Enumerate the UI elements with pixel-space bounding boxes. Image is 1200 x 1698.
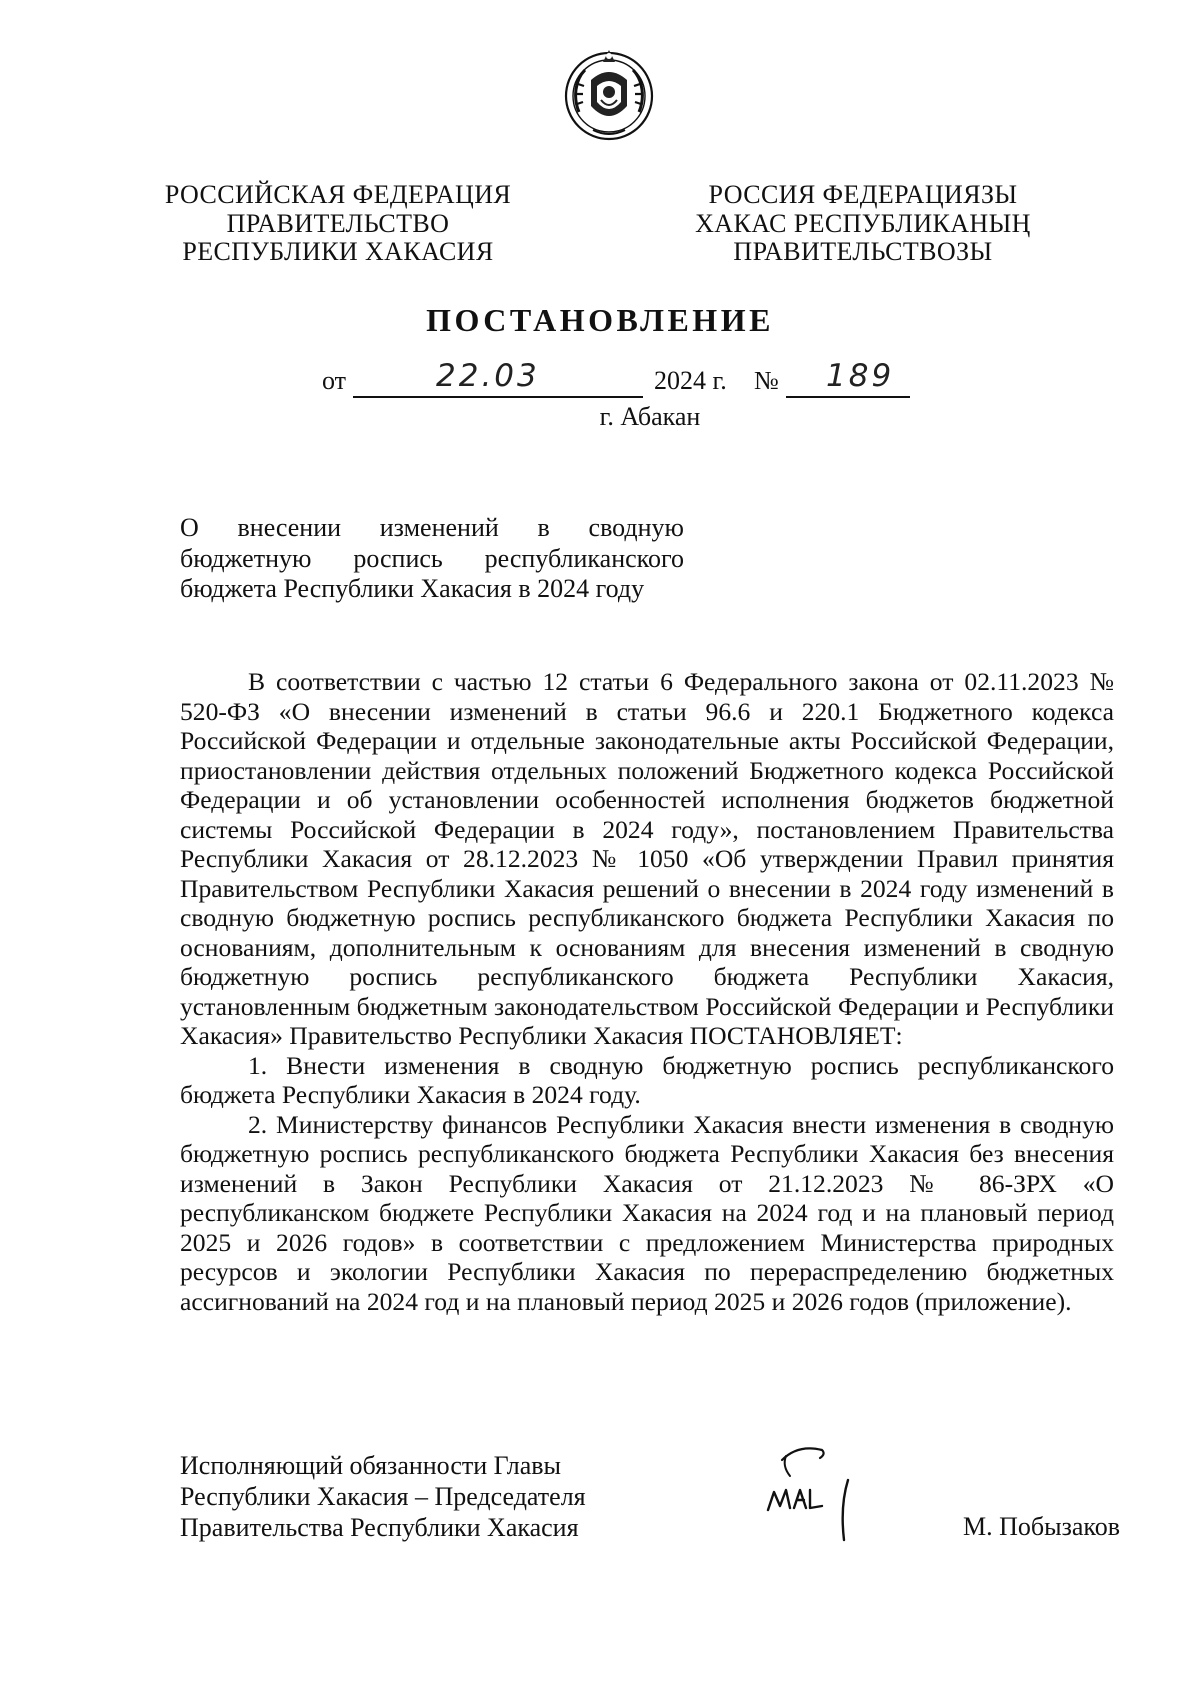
handwritten-number: 189 [826,358,895,394]
document-body [180,667,1114,1316]
header-line: ПРАВИТЕЛЬСТВО [226,208,450,238]
date-underline [353,396,643,398]
document-city: г. Абакан [599,402,701,431]
body-paragraph: 2. Министерству финансов Республики Хакасия внести изменения в сводную бюджетную роспись республиканского бюджета Республики Хакасия без внесения изменений в Закон Республики Хакасия от 21.12.2023 № 86-ЗРХ «О республиканском бюджете Республики Хакасия на 2024 год и на плановый период 2025 и 2026 годов» в соответствии с предложением Министерства природных ресурсов и экологии Республики Хакасия по перераспределению бюджетных ассигнований на 2024 год и на плановый период 2025 и 2026 годов (приложение). [180,1109,1114,1316]
position-line: Исполняющий обязанности Главы [180,1451,561,1480]
signer-name: М. Побызаков [963,1512,1120,1541]
header-line: РОССИЯ ФЕДЕРАЦИЯЗЫ [708,180,1018,209]
position-line: Республики Хакасия – Председателя [180,1482,586,1511]
signer-position [180,1450,586,1543]
issuer-header-khakas [660,181,1066,267]
header-line: РЕСПУБЛИКИ ХАКАСИЯ [182,237,494,266]
issuer-header-russian [160,181,516,267]
document-subject [180,513,684,605]
document-title: ПОСТАНОВЛЕНИЕ [426,302,774,338]
subject-line: О внесении изменений в сводную [180,513,684,542]
number-label: № [754,366,779,395]
date-prefix: от [322,366,347,395]
header-line: ХАКАС РЕСПУБЛИКАНЫҢ [695,208,1031,238]
handwritten-signature [760,1436,890,1566]
header-line: ПРАВИТЕЛЬСТВОЗЫ [733,237,993,266]
position-line: Правительства Республики Хакасия [180,1513,579,1542]
body-paragraph: В соответствии с частью 12 статьи 6 Федерального закона от 02.11.2023 № 520-ФЗ «О внесении изменений в статьи 96.6 и 220.1 Бюджетного кодекса Российской Федерации и отдельные законодательные акты Российской Федерации, приостановлении действия отдельных положений Бюджетного кодекса Российской Федерации и об установлении особенностей исполнения бюджетов бюджетной системы Российской Федерации в 2024 году», постановлением Правительства Республики Хакасия от 28.12.2023 № 1050 «Об утверждении Правил принятия Правительством Республики Хакасия решений о внесении в 2024 году изменений в сводную бюджетную роспись республиканского бюджета Республики Хакасия по основаниям, дополнительным к основаниям для внесения изменений в сводную бюджетную роспись республиканского бюджета Республики Хакасия, установленным бюджетным законодательством Российской Федерации и Республики Хакасия» Правительство Республики Хакасия ПОСТАНОВЛЯЕТ: [180,667,1114,1050]
coat-of-arms-icon [563,40,655,144]
subject-line: бюджета Республики Хакасия в 2024 году [180,574,645,603]
header-line: РОССИЙСКАЯ ФЕДЕРАЦИЯ [164,180,512,209]
handwritten-date: 22.03 [436,358,540,394]
body-paragraph: 1. Внести изменения в сводную бюджетную роспись республиканского бюджета Республики Хакасия в 2024 году. [180,1050,1114,1109]
date-number-line [0,358,1200,402]
subject-line: бюджетную роспись республиканского [180,543,684,573]
number-underline [786,396,910,398]
document-year: 2024 г. [654,366,727,395]
